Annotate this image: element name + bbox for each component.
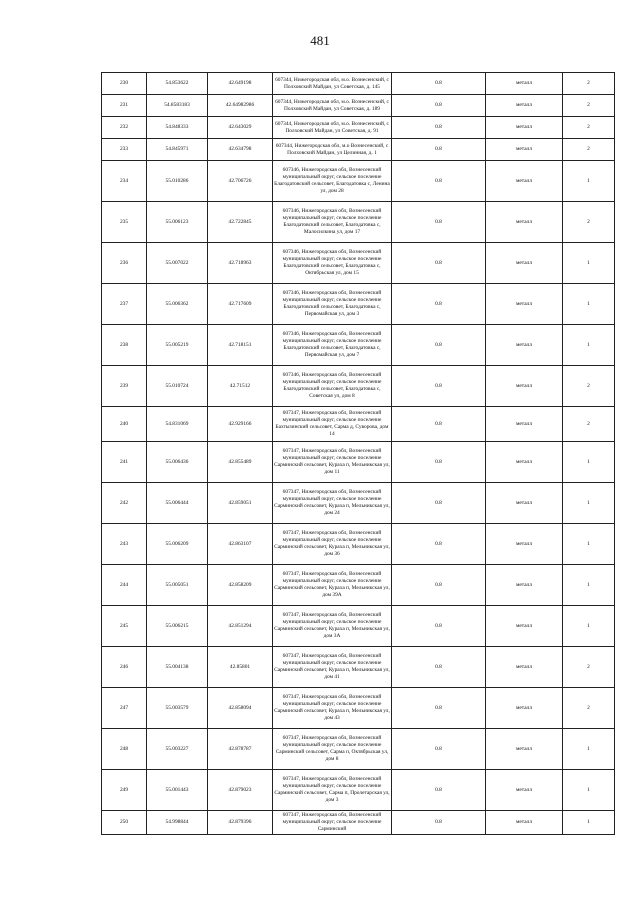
latitude-cell: 55.005219 xyxy=(147,325,208,366)
longitude-cell: 42.64982986 xyxy=(208,95,273,117)
table-body xyxy=(102,73,615,835)
container-count-cell: 1 xyxy=(563,325,615,366)
material-cell: металл xyxy=(486,139,563,161)
container-count-cell: 1 xyxy=(563,729,615,770)
container-volume-cell: 0.8 xyxy=(392,729,486,770)
page-number: 481 xyxy=(310,33,330,48)
row-number-cell: 242 xyxy=(102,483,147,524)
container-volume-cell: 0.8 xyxy=(392,606,486,647)
table-row xyxy=(102,442,615,483)
container-volume-cell: 0.8 xyxy=(392,647,486,688)
address-cell: 607347, Нижегородская обл, Вознесенский муниципальный округ, сельское поселение Бахтызинский сельсовет, Сарма д, Суворова, дом 14 xyxy=(273,407,392,442)
material-cell: металл xyxy=(486,442,563,483)
table-row xyxy=(102,483,615,524)
address-cell: 607347, Нижегородская обл, Вознесенский муниципальный округ, сельское поселение Сарминский xyxy=(273,811,392,835)
address-cell: 607347, Нижегородская обл, Вознесенский муниципальный округ, сельское поселение Сарминский сельсовет, Кураха п, Мельникская ул, дом 39А xyxy=(273,565,392,606)
material-cell: металл xyxy=(486,770,563,811)
material-cell: металл xyxy=(486,811,563,835)
address-cell: 607347, Нижегородская обл, Вознесенский муниципальный округ, сельское поселение Сарминский сельсовет, Кураха п, Мельникская ул, дом 41 xyxy=(273,647,392,688)
latitude-cell: 55.006436 xyxy=(147,442,208,483)
latitude-cell: 54.8583183 xyxy=(147,95,208,117)
latitude-cell: 55.006362 xyxy=(147,284,208,325)
material-cell: металл xyxy=(486,325,563,366)
row-number-cell: 235 xyxy=(102,202,147,243)
container-count-cell: 1 xyxy=(563,606,615,647)
latitude-cell: 55.010724 xyxy=(147,366,208,407)
container-count-cell: 2 xyxy=(563,647,615,688)
row-number-cell: 244 xyxy=(102,565,147,606)
material-cell: металл xyxy=(486,407,563,442)
longitude-cell: 42.643029 xyxy=(208,117,273,139)
longitude-cell: 42.718963 xyxy=(208,243,273,284)
table-row xyxy=(102,139,615,161)
container-volume-cell: 0.8 xyxy=(392,139,486,161)
longitude-cell: 42.929166 xyxy=(208,407,273,442)
table-row xyxy=(102,95,615,117)
container-volume-cell: 0.8 xyxy=(392,483,486,524)
material-cell: металл xyxy=(486,202,563,243)
row-number-cell: 248 xyxy=(102,729,147,770)
latitude-cell: 55.005051 xyxy=(147,565,208,606)
row-number-cell: 237 xyxy=(102,284,147,325)
table-row xyxy=(102,366,615,407)
container-volume-cell: 0.8 xyxy=(392,202,486,243)
address-cell: 607347, Нижегородская обл, Вознесенский муниципальный округ, сельское поселение Сарминский сельсовет, Сарма п, Октябрьская ул, дом 8 xyxy=(273,729,392,770)
table-row xyxy=(102,284,615,325)
container-volume-cell: 0.8 xyxy=(392,524,486,565)
container-volume-cell: 0.8 xyxy=(392,284,486,325)
material-cell: металл xyxy=(486,565,563,606)
material-cell: металл xyxy=(486,606,563,647)
container-volume-cell: 0.8 xyxy=(392,73,486,95)
table-row xyxy=(102,647,615,688)
table-row xyxy=(102,606,615,647)
longitude-cell: 42.879023 xyxy=(208,770,273,811)
container-volume-cell: 0.8 xyxy=(392,770,486,811)
table-row xyxy=(102,729,615,770)
longitude-cell: 42.863107 xyxy=(208,524,273,565)
latitude-cell: 55.003227 xyxy=(147,729,208,770)
address-cell: 607344, Нижегородская обл, м.о. Вознесенский, с Полховский Майдан, ул Советская, д. 145 xyxy=(273,73,392,95)
table-row xyxy=(102,565,615,606)
container-count-cell: 2 xyxy=(563,139,615,161)
address-cell: 607347, Нижегородская обл, Вознесенский муниципальный округ, сельское поселение Сарминский сельсовет, Кураха п, Мельникская ул, дом 3А xyxy=(273,606,392,647)
longitude-cell: 42.71512 xyxy=(208,366,273,407)
longitude-cell: 42.858094 xyxy=(208,688,273,729)
container-count-cell: 1 xyxy=(563,770,615,811)
longitude-cell: 42.85801 xyxy=(208,647,273,688)
container-sites-table xyxy=(101,72,615,835)
material-cell: металл xyxy=(486,688,563,729)
row-number-cell: 241 xyxy=(102,442,147,483)
longitude-cell: 42.851294 xyxy=(208,606,273,647)
row-number-cell: 240 xyxy=(102,407,147,442)
container-count-cell: 1 xyxy=(563,243,615,284)
container-count-cell: 1 xyxy=(563,161,615,202)
latitude-cell: 55.006215 xyxy=(147,606,208,647)
table-row xyxy=(102,73,615,95)
longitude-cell: 42.634798 xyxy=(208,139,273,161)
latitude-cell: 54.853622 xyxy=(147,73,208,95)
table-row xyxy=(102,811,615,835)
container-count-cell: 1 xyxy=(563,524,615,565)
latitude-cell: 55.004138 xyxy=(147,647,208,688)
row-number-cell: 249 xyxy=(102,770,147,811)
container-volume-cell: 0.8 xyxy=(392,811,486,835)
latitude-cell: 54.845971 xyxy=(147,139,208,161)
container-volume-cell: 0.8 xyxy=(392,117,486,139)
latitude-cell: 54.831069 xyxy=(147,407,208,442)
container-count-cell: 2 xyxy=(563,117,615,139)
latitude-cell: 54.998844 xyxy=(147,811,208,835)
table-row xyxy=(102,407,615,442)
material-cell: металл xyxy=(486,161,563,202)
material-cell: металл xyxy=(486,117,563,139)
latitude-cell: 55.010286 xyxy=(147,161,208,202)
latitude-cell: 55.006123 xyxy=(147,202,208,243)
table-row xyxy=(102,325,615,366)
latitude-cell: 55.003579 xyxy=(147,688,208,729)
longitude-cell: 42.878787 xyxy=(208,729,273,770)
row-number-cell: 243 xyxy=(102,524,147,565)
address-cell: 607346, Нижегородская обл, Вознесенский муниципальный округ, сельское поселение Благодатовский сельсовет, Благодатовка с, Малосилкина ул, дом 17 xyxy=(273,202,392,243)
material-cell: металл xyxy=(486,73,563,95)
address-cell: 607344, Нижегородская обл, м.о Вознесенский, с Полховский Майдан, ул Целинная, д. 1 xyxy=(273,139,392,161)
container-volume-cell: 0.8 xyxy=(392,366,486,407)
address-cell: 607347, Нижегородская обл, Вознесенский муниципальный округ, сельское поселение Сарминский сельсовет, Кураха п, Мельникская ул, дом 24 xyxy=(273,483,392,524)
material-cell: металл xyxy=(486,366,563,407)
container-count-cell: 2 xyxy=(563,95,615,117)
container-volume-cell: 0.8 xyxy=(392,688,486,729)
container-count-cell: 1 xyxy=(563,565,615,606)
row-number-cell: 246 xyxy=(102,647,147,688)
container-volume-cell: 0.8 xyxy=(392,325,486,366)
address-cell: 607347, Нижегородская обл, Вознесенский муниципальный округ, сельское поселение Сарминский сельсовет, Сарма п, Пролетарская ул, дом 3 xyxy=(273,770,392,811)
longitude-cell: 42.722845 xyxy=(208,202,273,243)
address-cell: 607347, Нижегородская обл, Вознесенский муниципальный округ, сельское поселение Сарминский сельсовет, Кураха п, Мельникская ул, дом 11 xyxy=(273,442,392,483)
table-row xyxy=(102,770,615,811)
address-cell: 607347, Нижегородская обл, Вознесенский муниципальный округ, сельское поселение Сарминский сельсовет, Кураха п, Мельникская ул, дом 36 xyxy=(273,524,392,565)
table-row xyxy=(102,202,615,243)
container-count-cell: 1 xyxy=(563,483,615,524)
table-row xyxy=(102,117,615,139)
material-cell: металл xyxy=(486,243,563,284)
longitude-cell: 42.718151 xyxy=(208,325,273,366)
longitude-cell: 42.706726 xyxy=(208,161,273,202)
container-count-cell: 1 xyxy=(563,442,615,483)
row-number-cell: 245 xyxy=(102,606,147,647)
table-row xyxy=(102,688,615,729)
address-cell: 607344, Нижегородская обл, м.о. Вознесенский, с Полховский Майдан, ул Советская, д. 91 xyxy=(273,117,392,139)
material-cell: металл xyxy=(486,729,563,770)
row-number-cell: 230 xyxy=(102,73,147,95)
table-row xyxy=(102,524,615,565)
row-number-cell: 236 xyxy=(102,243,147,284)
container-volume-cell: 0.8 xyxy=(392,407,486,442)
longitude-cell: 42.879396 xyxy=(208,811,273,835)
material-cell: металл xyxy=(486,524,563,565)
longitude-cell: 42.859051 xyxy=(208,483,273,524)
container-count-cell: 2 xyxy=(563,73,615,95)
container-count-cell: 1 xyxy=(563,284,615,325)
material-cell: металл xyxy=(486,483,563,524)
row-number-cell: 239 xyxy=(102,366,147,407)
latitude-cell: 54.848333 xyxy=(147,117,208,139)
address-cell: 607346, Нижегородская обл, Вознесенский муниципальный округ, сельское поселение Благодатовский сельсовет, Благодатовка с, Первомайская ул, дом 3 xyxy=(273,284,392,325)
latitude-cell: 55.007022 xyxy=(147,243,208,284)
longitude-cell: 42.858209 xyxy=(208,565,273,606)
table-row xyxy=(102,243,615,284)
address-cell: 607346, Нижегородская обл, Вознесенский муниципальный округ, сельское поселение Благодатовский сельсовет, Благодатовка с, Первомайская ул, дом 7 xyxy=(273,325,392,366)
longitude-cell: 42.855489 xyxy=(208,442,273,483)
container-volume-cell: 0.8 xyxy=(392,161,486,202)
table-row xyxy=(102,161,615,202)
container-volume-cell: 0.8 xyxy=(392,95,486,117)
row-number-cell: 233 xyxy=(102,139,147,161)
latitude-cell: 55.001443 xyxy=(147,770,208,811)
row-number-cell: 232 xyxy=(102,117,147,139)
container-volume-cell: 0.8 xyxy=(392,243,486,284)
container-count-cell: 1 xyxy=(563,811,615,835)
address-cell: 607346, Нижегородская обл, Вознесенский муниципальный округ, сельское поселение Благодатовский сельсовет, Благодатовка с, Ленина ул, дом 28 xyxy=(273,161,392,202)
latitude-cell: 55.006209 xyxy=(147,524,208,565)
material-cell: металл xyxy=(486,647,563,688)
address-cell: 607347, Нижегородская обл, Вознесенский муниципальный округ, сельское поселение Сарминский сельсовет, Кураха п, Мельникская ул, дом 43 xyxy=(273,688,392,729)
container-count-cell: 2 xyxy=(563,202,615,243)
container-volume-cell: 0.8 xyxy=(392,565,486,606)
row-number-cell: 234 xyxy=(102,161,147,202)
row-number-cell: 238 xyxy=(102,325,147,366)
address-cell: 607344, Нижегородская обл, м.о. Вознесенский, с Полховский Майдан, ул Советская, д. 189 xyxy=(273,95,392,117)
container-volume-cell: 0.8 xyxy=(392,442,486,483)
row-number-cell: 231 xyxy=(102,95,147,117)
container-count-cell: 2 xyxy=(563,366,615,407)
longitude-cell: 42.717609 xyxy=(208,284,273,325)
container-count-cell: 2 xyxy=(563,688,615,729)
row-number-cell: 250 xyxy=(102,811,147,835)
address-cell: 607346, Нижегородская обл, Вознесенский муниципальный округ, сельское поселение Благодатовский сельсовет, Благодатовка с, Советская ул, дом 8 xyxy=(273,366,392,407)
material-cell: металл xyxy=(486,95,563,117)
row-number-cell: 247 xyxy=(102,688,147,729)
container-count-cell: 2 xyxy=(563,407,615,442)
material-cell: металл xyxy=(486,284,563,325)
address-cell: 607346, Нижегородская обл, Вознесенский муниципальный округ, сельское поселение Благодатовский сельсовет, Благодатовка с, Октябрьская ул, дом 15 xyxy=(273,243,392,284)
longitude-cell: 42.649198 xyxy=(208,73,273,95)
latitude-cell: 55.006444 xyxy=(147,483,208,524)
